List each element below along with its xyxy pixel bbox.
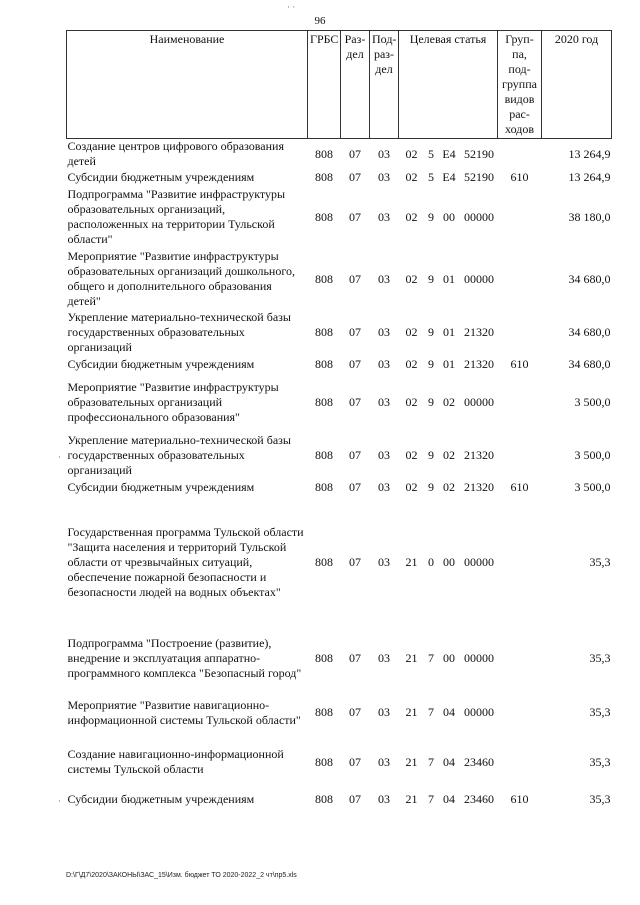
cell-t2: 9 (428, 325, 434, 339)
cell-vr (498, 379, 542, 426)
cell-grbs: 808 (315, 754, 333, 769)
table-row (67, 433, 612, 478)
table-row (67, 355, 612, 374)
col-header-podrazdel: Под-раз-дел (370, 31, 399, 139)
cell-grbs: 808 (315, 395, 333, 409)
file-path: D:\Г\Д7\2020\ЗАКОНЫ\ЗАС_15\Изм. бюджет ТО 2020-2022_2 чт\пр5.xls (66, 872, 297, 879)
cell-rz: 07 (349, 325, 361, 339)
table-row (67, 169, 612, 186)
cell-name: Субсидии бюджетным учреждениям (67, 357, 255, 371)
cell-grbs: 808 (315, 325, 333, 339)
cell-grbs: 808 (315, 480, 333, 494)
cell-t3: 02 (443, 448, 455, 462)
cell-grbs: 808 (315, 554, 333, 569)
cell-t1: 02 (405, 146, 418, 161)
page-number: 96 (314, 15, 326, 27)
cell-name: Мероприятие "Развитие навигационно-информационной системы Тульской области" (67, 697, 301, 727)
cell-t4: 21320 (464, 357, 494, 371)
table-row (67, 139, 612, 170)
budget-table (66, 30, 612, 808)
cell-t1: 02 (405, 448, 418, 462)
cell-pr: 03 (378, 271, 390, 286)
cell-rz: 07 (349, 209, 361, 224)
cell-rz: 07 (349, 650, 361, 665)
cell-t2: 0 (428, 554, 434, 569)
cell-name: Субсидии бюджетным учреждениям (67, 480, 255, 494)
row-spacer (67, 613, 612, 626)
cell-t1: 02 (405, 170, 418, 184)
table-row (67, 745, 612, 779)
cell-t3: 01 (443, 325, 455, 339)
cell-pr: 03 (378, 448, 390, 462)
cell-t3: 00 (443, 554, 455, 569)
cell-name: Подпрограмма "Построение (развитие), внедрение и эксплуатация аппаратно-программного комплекса "Безопасный город" (67, 635, 302, 680)
cell-vr: 610 (510, 357, 529, 371)
cell-vr (498, 310, 542, 355)
cell-grbs: 808 (315, 357, 333, 371)
cell-pr: 03 (378, 395, 390, 409)
cell-rz: 07 (349, 754, 361, 769)
row-spacer (67, 426, 612, 433)
col-header-razdel: Раз-дел (341, 31, 370, 139)
cell-name: Субсидии бюджетным учреждениям (67, 791, 255, 806)
col-header-group: Груп-па, под-группа видов рас-ходов (498, 31, 542, 139)
cell-grbs: 808 (315, 705, 333, 719)
cell-amount: 35,3 (589, 754, 611, 769)
cell-amount: 34 680,0 (568, 357, 611, 371)
cell-t1: 02 (405, 209, 418, 224)
cell-t4: 52190 (464, 146, 494, 161)
cell-rz: 07 (349, 170, 361, 184)
cell-t1: 21 (405, 791, 418, 806)
cell-t1: 02 (405, 480, 418, 494)
table-row (67, 511, 612, 613)
cell-grbs: 808 (315, 448, 333, 462)
cell-rz: 07 (349, 146, 361, 161)
cell-grbs: 808 (315, 209, 333, 224)
cell-amount: 3 500,0 (574, 448, 611, 462)
cell-t4: 23460 (464, 754, 494, 769)
cell-name: Субсидии бюджетным учреждениям (67, 170, 255, 184)
budget-table-container (66, 30, 611, 808)
cell-pr: 03 (378, 650, 390, 665)
cell-t3: 04 (443, 705, 455, 719)
cell-rz: 07 (349, 357, 361, 371)
cell-vr (498, 139, 542, 170)
cell-name: Государственная программа Тульской области "Защита населения и территорий Тульской области от чрезвычайных ситуаций, обеспечение пожарной безопасности и безопасности людей на водных объектах" (67, 524, 304, 599)
cell-amount: 3 500,0 (574, 395, 611, 409)
cell-grbs: 808 (315, 271, 333, 286)
cell-vr: 610 (510, 791, 529, 806)
cell-rz: 07 (349, 791, 361, 806)
cell-t2: 5 (428, 170, 434, 184)
cell-vr (498, 248, 542, 310)
cell-t1: 21 (405, 754, 418, 769)
cell-pr: 03 (378, 146, 390, 161)
cell-t3: 04 (443, 754, 455, 769)
cell-name: Мероприятие "Развитие инфраструктуры образовательных организаций профессионального образования" (67, 380, 279, 424)
cell-amount: 34 680,0 (568, 325, 611, 339)
cell-amount: 38 180,0 (568, 209, 611, 224)
cell-vr (498, 626, 542, 690)
cell-t3: 01 (443, 357, 455, 371)
cell-pr: 03 (378, 754, 390, 769)
cell-name: Мероприятие "Развитие инфраструктуры образовательных организаций дошкольного, общего и дополнительного образования детей" (67, 249, 295, 308)
table-row (67, 310, 612, 355)
cell-vr (498, 745, 542, 779)
cell-rz: 07 (349, 554, 361, 569)
cell-t2: 7 (428, 754, 434, 769)
cell-amount: 34 680,0 (568, 271, 611, 286)
cell-pr: 03 (378, 554, 390, 569)
cell-amount: 35,3 (589, 650, 611, 665)
cell-t1: 21 (405, 705, 418, 719)
col-header-target: Целевая статья (399, 31, 498, 139)
cell-t2: 7 (428, 791, 434, 806)
cell-rz: 07 (349, 271, 361, 286)
row-spacer (67, 779, 612, 790)
scan-mark: · · (287, 2, 296, 12)
cell-name: Создание навигационно-информационной системы Тульской области (67, 747, 284, 776)
cell-vr: 610 (510, 480, 529, 494)
cell-grbs: 808 (315, 650, 333, 665)
cell-t3: 00 (443, 650, 455, 665)
table-row (67, 186, 612, 248)
col-header-name: Наименование (67, 31, 308, 139)
cell-name: Создание центров цифрового образования детей (67, 139, 284, 168)
col-header-year: 2020 год (542, 31, 612, 139)
cell-t1: 21 (405, 650, 418, 665)
cell-pr: 03 (378, 357, 390, 371)
cell-pr: 03 (378, 325, 390, 339)
cell-t3: 00 (443, 209, 455, 224)
cell-t2: 9 (428, 209, 434, 224)
cell-t1: 21 (405, 554, 418, 569)
table-row (67, 478, 612, 497)
cell-vr (498, 690, 542, 735)
cell-amount: 35,3 (589, 791, 611, 806)
cell-t3: E4 (442, 170, 456, 184)
row-spacer (67, 735, 612, 745)
cell-t4: 00000 (464, 650, 494, 665)
cell-pr: 03 (378, 480, 390, 494)
cell-grbs: 808 (315, 146, 333, 161)
cell-pr: 03 (378, 209, 390, 224)
cell-amount: 13 264,9 (568, 170, 611, 184)
table-row (67, 379, 612, 426)
cell-amount: 3 500,0 (574, 480, 611, 494)
cell-t3: E4 (442, 146, 456, 161)
cell-t2: 7 (428, 705, 434, 719)
cell-t2: 9 (428, 480, 434, 494)
cell-pr: 03 (378, 705, 390, 719)
cell-pr: 03 (378, 170, 390, 184)
scan-mark: · (58, 796, 61, 806)
cell-t2: 9 (428, 395, 434, 409)
cell-t1: 02 (405, 325, 418, 339)
cell-amount: 13 264,9 (568, 146, 611, 161)
cell-t3: 04 (443, 791, 455, 806)
cell-t4: 21320 (464, 448, 494, 462)
cell-t4: 21320 (464, 480, 494, 494)
cell-t4: 00000 (464, 395, 494, 409)
cell-vr (498, 511, 542, 613)
table-row (67, 690, 612, 735)
cell-t4: 00000 (464, 209, 494, 224)
cell-t1: 02 (405, 271, 418, 286)
cell-rz: 07 (349, 448, 361, 462)
cell-t4: 21320 (464, 325, 494, 339)
cell-grbs: 808 (315, 170, 333, 184)
cell-t2: 7 (428, 650, 434, 665)
cell-t2: 9 (428, 448, 434, 462)
cell-name: Укрепление материально-технической базы государственных образовательных организаций (67, 433, 291, 477)
cell-t2: 9 (428, 271, 434, 286)
cell-t2: 9 (428, 357, 434, 371)
cell-rz: 07 (349, 395, 361, 409)
table-row (67, 626, 612, 690)
cell-t3: 02 (443, 395, 455, 409)
cell-t4: 00000 (464, 705, 494, 719)
cell-vr (498, 433, 542, 478)
row-spacer (67, 497, 612, 511)
table-row (67, 790, 612, 808)
cell-t4: 52190 (464, 170, 494, 184)
cell-t1: 02 (405, 395, 418, 409)
cell-t4: 00000 (464, 271, 494, 286)
cell-t3: 02 (443, 480, 455, 494)
cell-name: Укрепление материально-технической базы государственных образовательных организаций (67, 310, 291, 354)
cell-t4: 23460 (464, 791, 494, 806)
cell-pr: 03 (378, 791, 390, 806)
cell-rz: 07 (349, 705, 361, 719)
col-header-grbs: ГРБС (308, 31, 341, 139)
cell-rz: 07 (349, 480, 361, 494)
table-row (67, 248, 612, 310)
cell-vr (498, 186, 542, 248)
cell-amount: 35,3 (589, 554, 611, 569)
cell-t1: 02 (405, 357, 418, 371)
table-header-row (67, 31, 612, 139)
cell-vr: 610 (510, 170, 529, 184)
cell-grbs: 808 (315, 791, 333, 806)
cell-t3: 01 (443, 271, 455, 286)
cell-t4: 00000 (464, 554, 494, 569)
cell-name: Подпрограмма "Развитие инфраструктуры образовательных организаций, расположенных на территории Тульской области" (67, 187, 286, 246)
cell-amount: 35,3 (589, 705, 611, 719)
scan-mark: · (58, 452, 61, 462)
cell-t2: 5 (428, 146, 434, 161)
